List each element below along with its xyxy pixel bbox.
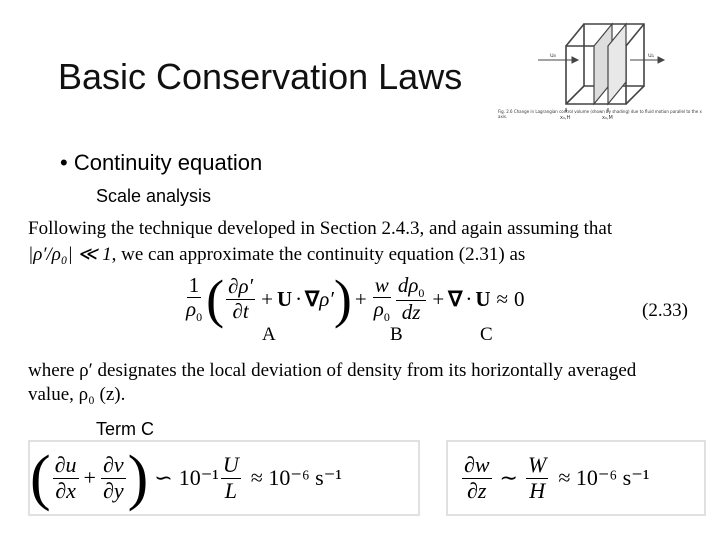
figure-bottom-left-label: x₀,H (560, 115, 571, 120)
term-label-c: C (480, 324, 493, 345)
continuity-equation: $\frac{1}{\rho_0}$ ( $\frac{\partial\rho'}{\partial t}$ + U · ∇ ρ′ ) + $\frac{w}{\rho_0}$ $\frac{d\rho_0}{dz}$ + ∇ · U ≈ 0 (186, 269, 525, 329)
scale-paren-open: ( (30, 444, 51, 512)
scale-right-result: ≈ 10⁻⁶ s⁻¹ (558, 465, 650, 490)
scale-paren-close: ) (127, 444, 149, 512)
scale-left-result: ≈ 10⁻⁶ s⁻¹ (250, 465, 342, 490)
frac-one-over-rho0: $\frac{1}{\rho_0}$ (186, 272, 203, 325)
paren-close: ) (333, 269, 352, 329)
scale-box-vertical-divergence (446, 440, 706, 516)
scale-box-horizontal-divergence: ( $\frac{\partial u}{\partial x}$ + $\frac{\partial v}{\partial y}$ ) ∽ 10⁻¹ $\frac{U}{L}$ ≈ 10⁻⁶ s⁻¹ (28, 440, 420, 516)
figure-bottom-right-label: x₀,M (602, 115, 613, 120)
control-volume-figure (498, 20, 712, 120)
frac-dw-dz: $\frac{\partial w}{\partial z}$ (464, 452, 490, 503)
paragraph2-line-1: where ρ′ designates the local deviation of density from its horizontally averaged (28, 360, 637, 381)
frac-dv-dy: $\frac{\partial v}{\partial y}$ (102, 452, 124, 503)
subheading-scale-analysis: Scale analysis (96, 186, 212, 206)
frac-drho0-dz: $\frac{d\rho_0}{dz}$ (397, 272, 425, 325)
frac-drho-dt: $\frac{\partial\rho'}{\partial t}$ (228, 274, 254, 323)
term-c-label: Term C (96, 419, 154, 439)
bullet-continuity (60, 150, 262, 176)
frac-du-dx: $\frac{\partial u}{\partial x}$ (54, 452, 77, 503)
scale-right-relation: ∼ (499, 465, 518, 490)
bullet-text: Continuity equation (73, 150, 263, 175)
paragraph-line-2 (28, 243, 525, 266)
term-label-a: A (262, 324, 276, 345)
figure-left-label: u₀ (550, 52, 557, 59)
paragraph2-line-2: value, ρ₀ (z). (28, 384, 126, 405)
frac-w-over-rho0: $\frac{w}{\rho_0}$ (373, 272, 390, 325)
frac-u-over-l: $\frac{U}{L}$ (222, 452, 239, 503)
term-label-b: B (390, 324, 403, 345)
bullet-dot: • (60, 150, 74, 175)
figure-right-label: u₁ (648, 52, 655, 59)
paragraph-line-1: Following the technique developed in Section 2.4.3, and again assuming that (28, 218, 613, 239)
paragraph-line-2-text: , we can approximate the continuity equation (2.31) as (111, 244, 526, 265)
paren-open: ( (206, 269, 225, 329)
scale-left-coeff: 10⁻¹ (178, 465, 219, 490)
equation-number: (2.33) (642, 300, 688, 321)
frac-w-over-h: $\frac{W}{H}$ (527, 452, 547, 503)
density-ratio-math: |ρ′/ρ₀| ≪ 1 (28, 244, 112, 265)
figure-caption: Fig. 2.6 Change in Lagrangian control volume (shown by shading) due to fluid motion parallel to the x axis. (498, 109, 702, 119)
slide-title: Basic Conservation Laws (58, 56, 463, 97)
